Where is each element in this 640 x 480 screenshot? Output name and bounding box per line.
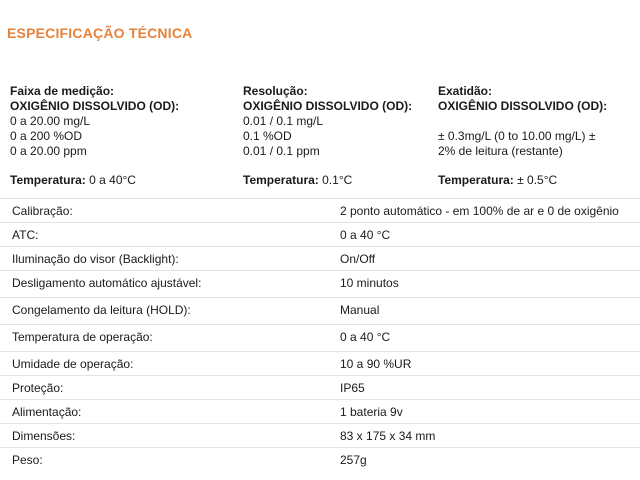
spec-value: 10 a 90 %UR	[340, 357, 412, 371]
column-subheading: OXIGÊNIO DISSOLVIDO (OD):	[10, 99, 180, 113]
column-label: Resolução:	[243, 84, 308, 98]
spec-value: IP65	[340, 381, 365, 395]
column-line: 0.01 / 0.1 mg/L	[243, 114, 324, 128]
column-line: 0 a 20.00 mg/L	[10, 114, 91, 128]
spec-key: Peso:	[12, 453, 43, 467]
spec-row-operating-temperature	[0, 324, 640, 351]
spec-value: 83 x 175 x 34 mm	[340, 429, 436, 443]
column-line: 0 a 20.00 ppm	[10, 144, 87, 158]
spec-key: Alimentação:	[12, 405, 82, 419]
spec-value: 2 ponto automático - em 100% de ar e 0 de oxigênio	[340, 204, 619, 218]
spec-table	[0, 198, 640, 471]
column-line: 0.1 %OD	[243, 129, 292, 143]
spec-key: Dimensões:	[12, 429, 76, 443]
spec-value: 0 a 40 °C	[340, 330, 391, 344]
temperature-label: Temperatura:	[10, 173, 86, 187]
column-label: Faixa de medição:	[10, 84, 115, 98]
resolution-column	[243, 84, 433, 159]
temperature-accuracy	[438, 173, 557, 187]
spec-row-weight	[0, 447, 640, 471]
spec-row-dimensions	[0, 423, 640, 447]
temperature-value: 0 a 40°C	[85, 173, 136, 187]
spec-key: Calibração:	[12, 204, 73, 218]
temperature-label: Temperatura:	[438, 173, 514, 187]
column-subheading: OXIGÊNIO DISSOLVIDO (OD):	[243, 99, 413, 113]
spec-value: 1 bateria 9v	[340, 405, 403, 419]
spec-key: Iluminação do visor (Backlight):	[12, 252, 179, 266]
temperature-value: ± 0.5°C	[513, 173, 558, 187]
spec-value: On/Off	[340, 252, 376, 266]
spec-row-backlight	[0, 246, 640, 270]
page-title: ESPECIFICAÇÃO TÉCNICA	[7, 25, 193, 41]
column-line: ± 0.3mg/L (0 to 10.00 mg/L) ±	[438, 129, 596, 143]
spec-value: 10 minutos	[340, 276, 399, 290]
spec-key: ATC:	[12, 228, 39, 242]
column-line	[438, 114, 638, 129]
spec-row-hold	[0, 297, 640, 324]
spec-row-atc	[0, 222, 640, 246]
temperature-label: Temperatura:	[243, 173, 319, 187]
column-line: 0 a 200 %OD	[10, 129, 83, 143]
spec-row-operating-humidity	[0, 351, 640, 375]
temperature-resolution	[243, 173, 352, 187]
spec-key: Desligamento automático ajustável:	[12, 276, 202, 290]
measurement-range-column	[10, 84, 235, 159]
spec-value: 0 a 40 °C	[340, 228, 391, 242]
column-line: 2% de leitura (restante)	[438, 144, 563, 158]
spec-row-protection	[0, 375, 640, 399]
spec-row-calibration	[0, 198, 640, 222]
spec-value: Manual	[340, 303, 380, 317]
spec-row-auto-off	[0, 270, 640, 297]
spec-key: Umidade de operação:	[12, 357, 134, 371]
spec-value: 257g	[340, 453, 367, 467]
column-label: Exatidão:	[438, 84, 493, 98]
spec-key: Temperatura de operação:	[12, 330, 153, 344]
column-line: 0.01 / 0.1 ppm	[243, 144, 320, 158]
spec-row-power	[0, 399, 640, 423]
spec-key: Proteção:	[12, 381, 64, 395]
temperature-range	[10, 173, 136, 187]
column-subheading: OXIGÊNIO DISSOLVIDO (OD):	[438, 99, 608, 113]
temperature-value: 0.1°C	[318, 173, 353, 187]
accuracy-column	[438, 84, 638, 159]
spec-key: Congelamento da leitura (HOLD):	[12, 303, 191, 317]
